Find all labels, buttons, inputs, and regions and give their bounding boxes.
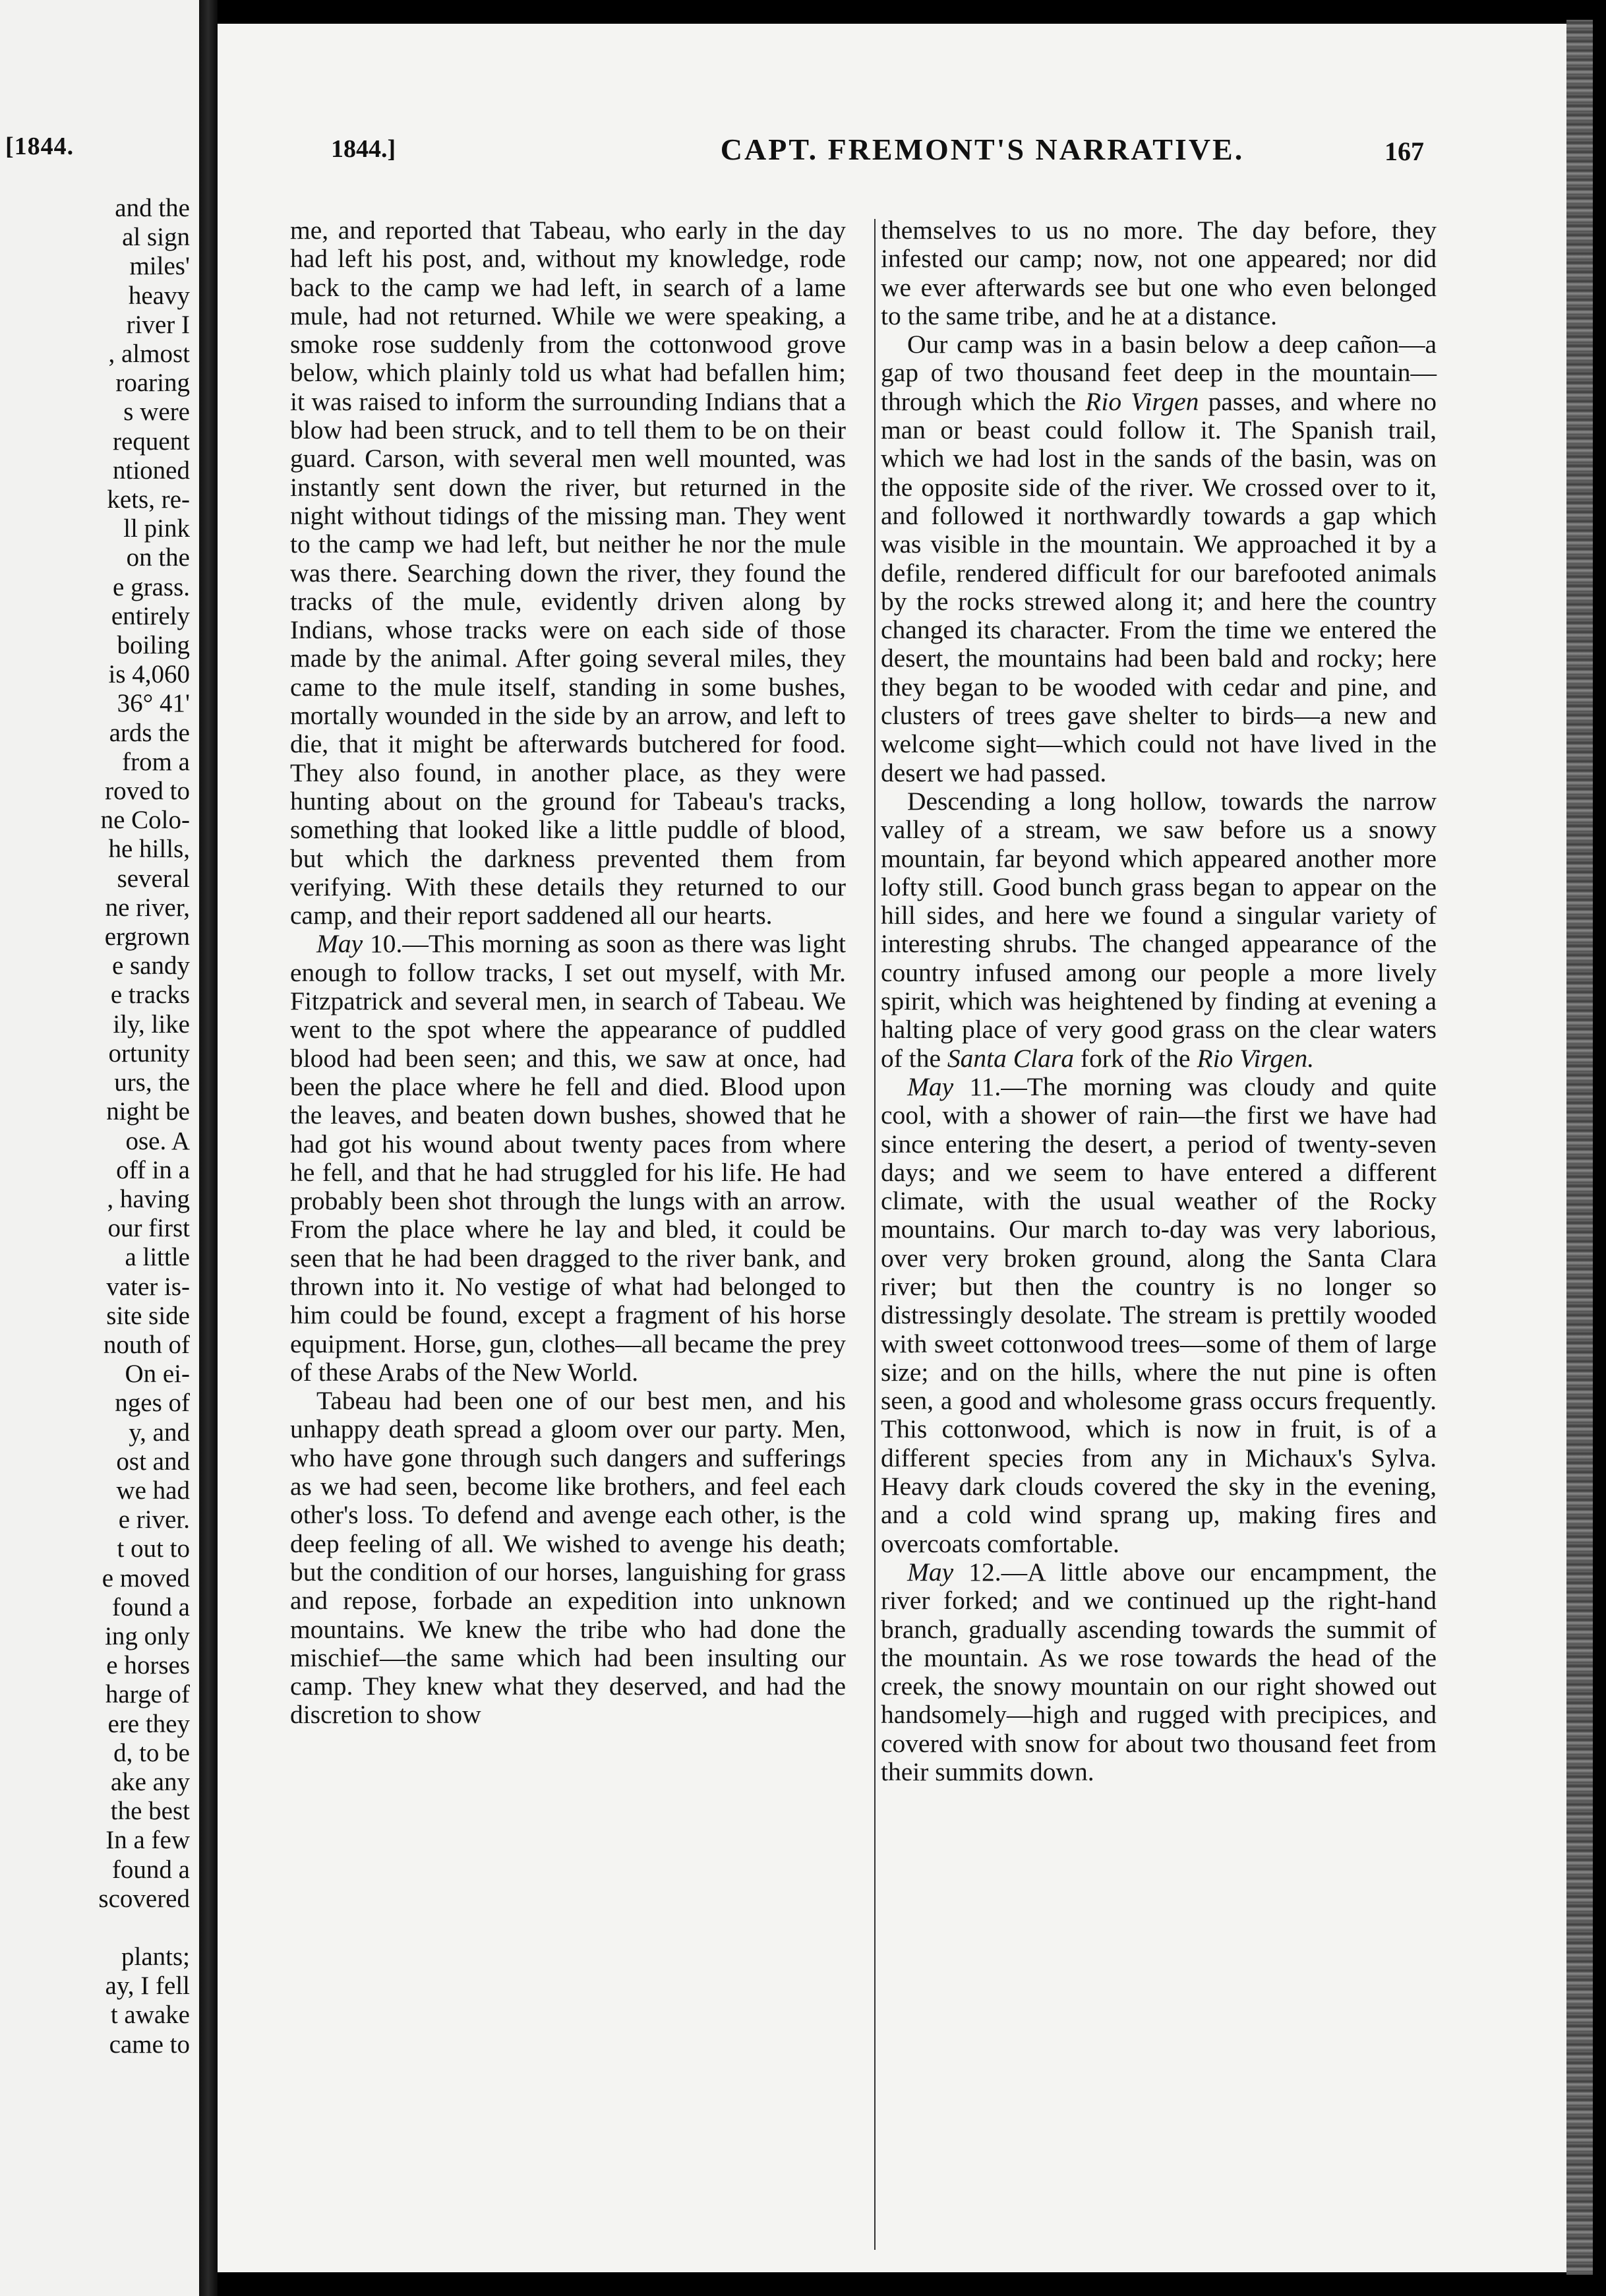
header-date: 1844.]: [331, 135, 396, 163]
previous-page-line: on the: [126, 543, 190, 572]
previous-page-line: In a few: [105, 1826, 190, 1855]
previous-page-line: ll pink: [123, 514, 190, 543]
text-column-right: [881, 216, 1437, 1786]
previous-page-line: t awake: [110, 2001, 190, 2030]
paragraph: Tabeau had been one of our best men, and his unhappy death spread a gloom over our party. Men, who have gone through such dangers and sufferings as we had seen, become like brothers, and feel each other's loss. To defend and avenge each other, is the deep feeling of all. We wished to avenge his death; but the condition of our horses, languishing for grass and repose, forbade an expedition into unknown mountains. We knew the tribe who had done the mischief—the same which had been insulting our camp. They knew what they deserved, and had the discretion to show: [290, 1386, 846, 1730]
previous-page-line: urs, the: [114, 1068, 190, 1097]
previous-page-line: site side: [106, 1301, 190, 1330]
previous-page-line: ily, like: [113, 1010, 190, 1039]
previous-page-line: requent: [113, 427, 190, 456]
previous-page-line: boiling: [117, 631, 190, 660]
paragraph-may-11: May 11.—The morning was cloudy and quite cool, with a shower of rain—the first we have had since entering the desert, a period of twenty-seven days; and we seem to have entered a different climate, with the usual weather of the Rocky mountains. Our march to-day was very laborious, over very broken ground, along the Santa Clara river; but then the country is no longer so distressingly desolate. The stream is prettily wooded with sweet cottonwood trees—some of them of large size; and on the hills, where the nut pine is often seen, a good and wholesome grass occurs frequently. This cottonwood, which is now in fruit, is of a different species from any in Michaux's Sylva. Heavy dark clouds covered the sky in the evening, and a cold wind sprang up, making fires and overcoats comfortable.: [881, 1072, 1437, 1558]
paragraph: Descending a long hollow, towards the narrow valley of a stream, we saw before us a snowy mountain, far beyond which appeared another more lofty still. Good bunch grass began to appear on the hill sides, and here we found a singular variety of interesting shrubs. The changed appearance of the country infused among our people a more lively spirit, which was heightened by finding at evening a halting place of very good grass on the clear waters of the Santa Clara fork of the Rio Virgen.: [881, 786, 1437, 1073]
previous-page-line: ergrown: [104, 922, 190, 952]
paragraph-may-10: May 10.—This morning as soon as there was light enough to follow tracks, I set out myself, with Mr. Fitzpatrick and several men, in search of Tabeau. We went to the spot where the appearance of puddled blood had been seen; and this, we saw at once, had been the place where he fell and died. Blood upon the leaves, and beaten down bushes, showed that he had got his wound about twenty paces from where he fell, and that he had struggled for his life. He had probably been shot through the lungs with an arrow. From the place where he lay and bled, it could be seen that he had been dragged to the river bank, and thrown into it. No vestige of what had belonged to him could be found, except a fragment of his horse equipment. Horse, gun, clothes—all became the prey of these Arabs of the New World.: [290, 929, 846, 1387]
previous-page-text: [0, 194, 190, 2059]
paragraph: me, and reported that Tabeau, who early in the day had left his post, and, without my knowledge, rode back to the camp we had left, in search of a lame mule, had not returned. While we were speaking, a smoke rose suddenly from the cottonwood grove below, which plainly told us what had befallen him; it was raised to inform the surrounding Indians that a blow had been struck, and to tell them to be on their guard. Carson, with several men well mounted, was instantly sent down the river, but returned in the night without tidings of the missing man. They went to the camp we had left, but neither he nor the mule was there. Searching down the river, they found the tracks of the mule, evidently driven along by Indians, whose tracks were on each side of those made by the animal. After going several miles, they came to the mule itself, standing in some bushes, mortally wounded in the side by an arrow, and left to die, that it might be afterwards butchered for food. They also found, in another place, as they were hunting about on the ground for Tabeau's tracks, something that looked like a little puddle of blood, but which the darkness prevented them from verifying. With these details they returned to our camp, and their report saddened all our hearts.: [290, 216, 846, 930]
book-gutter: [199, 0, 218, 2296]
previous-page-line: ne river,: [105, 893, 190, 922]
previous-page-line: found a: [111, 1855, 190, 1884]
page-number: 167: [1384, 136, 1424, 166]
previous-page-line: ing only: [105, 1621, 190, 1650]
previous-page-line: the best: [110, 1797, 190, 1826]
entry-date: May: [316, 929, 363, 959]
previous-page-line: miles': [129, 252, 190, 281]
previous-page-line: our first: [107, 1214, 190, 1243]
previous-page-line: entirely: [111, 601, 190, 630]
previous-page-line: found a: [111, 1592, 190, 1621]
previous-page-line: ose. A: [125, 1126, 190, 1155]
text-column-left: [290, 216, 846, 1730]
header-title: CAPT. FREMONT'S NARRATIVE.: [720, 133, 1245, 166]
previous-page-line: he hills,: [108, 835, 190, 864]
previous-page-line: t out to: [117, 1534, 190, 1563]
previous-page-line: scovered: [98, 1884, 190, 1913]
previous-page-line: ost and: [116, 1447, 190, 1476]
previous-page-line: e sandy: [111, 952, 190, 981]
previous-page-line: e horses: [106, 1651, 190, 1680]
previous-page-line: ards the: [109, 718, 190, 747]
previous-page-line: y, and: [129, 1418, 190, 1447]
previous-page-line: came to: [109, 2030, 190, 2059]
entry-date: May: [907, 1072, 954, 1101]
previous-page-line: nouth of: [103, 1330, 190, 1359]
previous-page-line: , having: [107, 1184, 190, 1213]
previous-page-line: is 4,060: [108, 660, 190, 689]
page: [218, 24, 1566, 2272]
previous-page-line: a little: [125, 1243, 190, 1272]
previous-page-line: ne Colo-: [100, 806, 190, 835]
previous-page-line: river I: [126, 310, 190, 339]
previous-page-edge: [0, 0, 199, 2296]
previous-page-line: and the: [115, 194, 190, 222]
previous-page-line: kets, re-: [107, 485, 190, 514]
paragraph-may-12: May 12.—A little above our encampment, the river forked; and we continued up the right-hand branch, gradually ascending towards the summit of the mountain. As we rose towards the head of the creek, the snowy mountain on our right showed out handsomely—high and rugged with precipices, and covered with snow for about two thousand feet from their summits down.: [881, 1557, 1437, 1787]
previous-page-line: [0, 1914, 190, 1943]
previous-page-line: from a: [122, 747, 190, 776]
column-rule: [874, 219, 876, 2250]
previous-page-line: e grass.: [113, 572, 190, 601]
previous-page-line: we had: [116, 1476, 190, 1505]
previous-page-line: night be: [106, 1097, 190, 1126]
previous-page-line: 36° 41': [117, 689, 190, 718]
previous-page-line: ay, I fell: [105, 1972, 190, 2001]
previous-page-line: al sign: [122, 223, 190, 252]
previous-page-line: harge of: [105, 1680, 190, 1709]
previous-page-line: ere they: [107, 1709, 190, 1738]
previous-page-line: d, to be: [113, 1738, 190, 1767]
previous-page-line: roved to: [105, 777, 190, 806]
previous-page-line: On ei-: [125, 1360, 190, 1389]
previous-page-line: vater is-: [106, 1272, 190, 1301]
previous-page-line: s were: [123, 398, 190, 427]
previous-page-line: ake any: [110, 1767, 190, 1796]
previous-page-line: plants;: [121, 1942, 190, 1971]
previous-page-line: ortunity: [108, 1039, 190, 1068]
previous-page-line: ntioned: [113, 456, 190, 485]
page-stack-edge: [1566, 20, 1593, 2275]
previous-page-line: roaring: [115, 369, 190, 398]
paragraph: Our camp was in a basin below a deep cañon—a gap of two thousand feet deep in the mountain—through which the Rio Virgen passes, and where no man or beast could follow it. The Spanish trail, which we had lost in the sands of the basin, was on the opposite side of the river. We crossed over to it, and followed it northwardly towards a gap which was visible in the mountain. We approached it by a defile, rendered difficult for our barefooted animals by the rocks strewed along it; and here the country changed its character. From the time we entered the desert, the mountains had been bald and rocky; here they began to be wooded with cedar and pine, and clusters of trees gave shelter to birds—a new and welcome sight—which could not have lived in the desert we had passed.: [881, 330, 1437, 787]
previous-page-line: off in a: [116, 1155, 190, 1184]
previous-page-line: , almost: [108, 340, 190, 369]
previous-page-line: nges of: [115, 1389, 190, 1418]
paragraph: themselves to us no more. The day before, they infested our camp; now, not one appeared; nor did we ever afterwards see but one who even belonged to the same tribe, and he at a distance.: [881, 216, 1437, 330]
previous-page-line: e tracks: [110, 981, 190, 1010]
previous-page-line: several: [117, 864, 190, 893]
previous-page-header: [1844.: [5, 133, 74, 160]
previous-page-line: e river.: [118, 1505, 190, 1534]
entry-date: May: [907, 1557, 954, 1586]
previous-page-line: e moved: [102, 1563, 190, 1592]
previous-page-line: heavy: [128, 281, 190, 310]
